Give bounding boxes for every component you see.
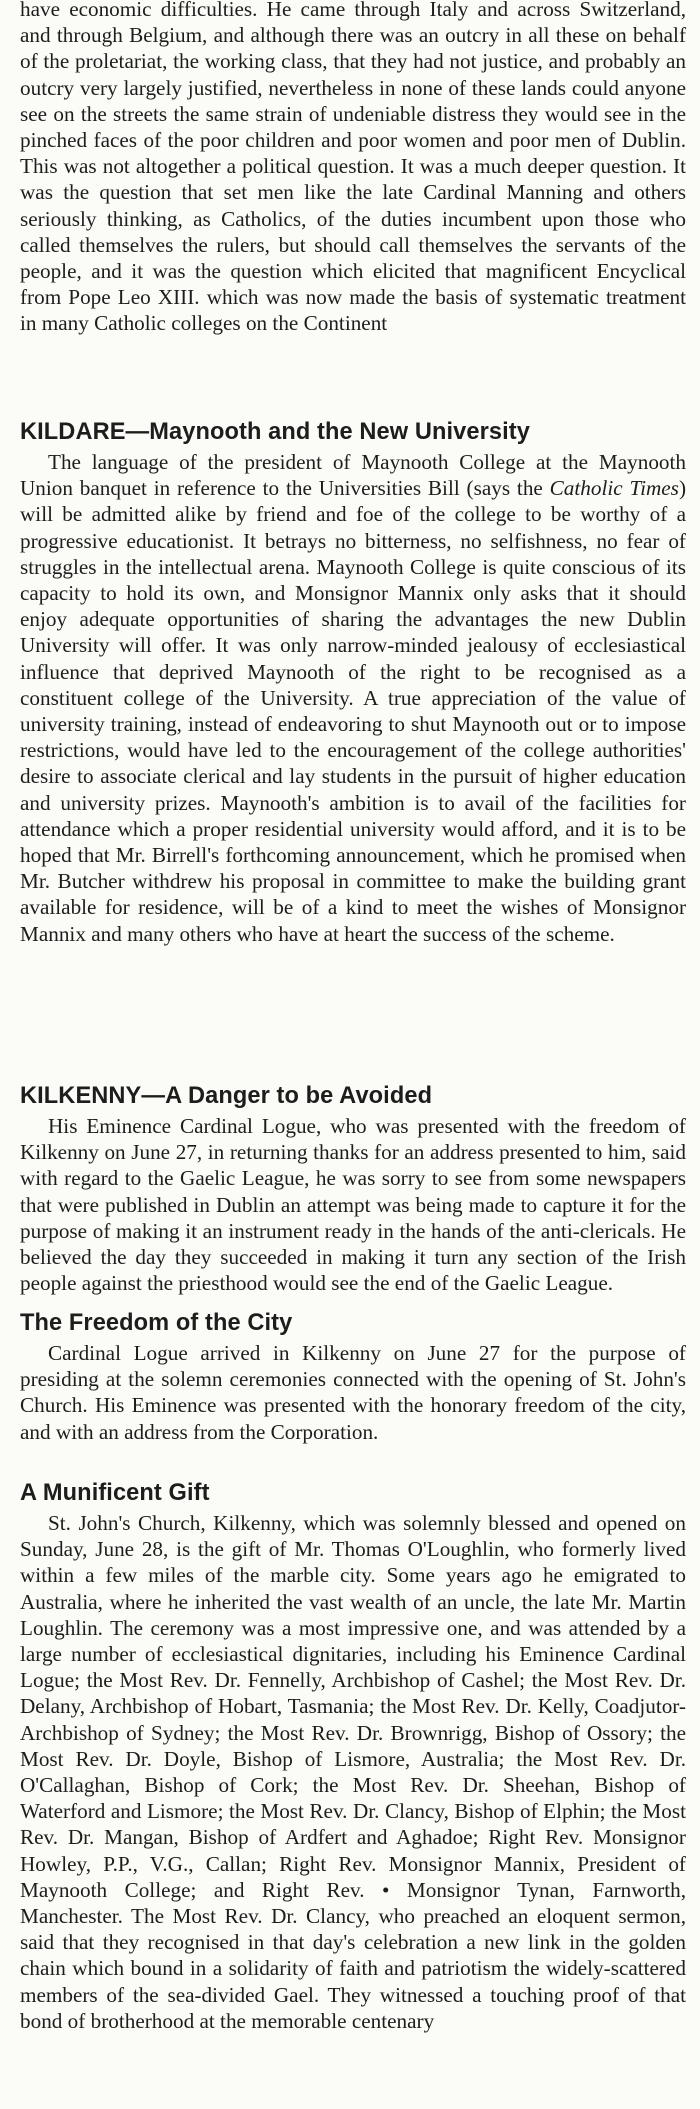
gift-heading: A Munificent Gift: [20, 1480, 210, 1506]
intro-section: [20, 0, 686, 337]
kildare-heading: KILDARE—Maynooth and the New University: [20, 419, 530, 445]
kilkenny-paragraph: His Eminence Cardinal Logue, who was presented with the freedom of Kilkenny on June 27, in returning thanks for an address presented to him, said with regard to the Gaelic League, he was sorry to see from some newspapers that were published in Dublin an attempt was being made to capture it for the purpose of making it an instrument ready in the hands of the anti-clericals. He believed the day they succeeded in making it turn any section of the Irish people against the priesthood would see the end of the Gaelic League.: [20, 1114, 686, 1296]
intro-paragraph: have economic difficulties. He came through Italy and across Switzerland, and through Belgium, and although there was an outcry in all these on behalf of the proletariat, the working class, that they had not justice, and probably an outcry very largely justified, nevertheless in none of these lands could anyone see on the streets the same strain of undeniable distress they would see in the pinched faces of the poor children and poor women and poor men of Dublin. This was not altogether a political question. It was a much deeper question. It was the question that set men like the late Cardinal Manning and others seriously thinking, as Catholics, of the duties incumbent upon those who called themselves the rulers, but should call themselves the servants of the people, and it was the question which elicited that magnificent Encyclical from Pope Leo XIII. which was now made the basis of systematic treatment in many Catholic colleges on the Continent: [20, 0, 686, 336]
freedom-heading: The Freedom of the City: [20, 1310, 293, 1336]
freedom-section: [20, 1305, 686, 1445]
gift-section: [20, 1475, 686, 2034]
freedom-paragraph: Cardinal Logue arrived in Kilkenny on June 27 for the purpose of presiding at the solemn ceremonies connected with the opening of St. John's Church. His Eminence was presented with the honorary freedom of the city, and with an address from the Corporation.: [20, 1341, 686, 1444]
kildare-text-end: ) will be admitted alike by friend and foe of the college to be worthy of a progressive educationist. It betrays no bitterness, no selfishness, no fear of struggles in the intellectual arena. Maynooth College is quite conscious of its capacity to hold its own, and Monsignor Mannix only asks that it should enjoy adequate opportunities of sharing the advantages the new Dublin University will offer. It was only narrow-minded jealousy of ecclesiastical influence that deprived Maynooth of the right to be recognised as a constituent college of the University. A true appreciation of the value of university training, instead of endeavoring to shut Maynooth out or to impose restrictions, would have led to the encouragement of the college authorities' desire to associate clerical and lay students in the pursuit of higher education and university prizes. Maynooth's ambition is to avail of the facilities for attendance which a proper residential university would afford, and it is to be hoped that Mr. Birrell's forthcoming announcement, which he promised when Mr. Butcher withdrew his proposal in committee to make the building grant available for residence, will be of a kind to meet the wishes of Monsignor Mannix and many others who have at heart the success of the scheme.: [20, 476, 686, 946]
kildare-section: [20, 414, 686, 947]
kilkenny-heading: KILKENNY—A Danger to be Avoided: [20, 1083, 433, 1109]
kildare-paragraph: [20, 449, 686, 947]
kildare-source-italic: Catholic Times: [549, 476, 679, 501]
kilkenny-section: [20, 1078, 686, 1296]
kildare-text-start: The language of the president of Maynooth College at the Maynooth Union banquet in reference to the Universities Bill (says the: [20, 450, 686, 501]
gift-paragraph: St. John's Church, Kilkenny, which was solemnly blessed and opened on Sunday, June 28, is the gift of Mr. Thomas O'Loughlin, who formerly lived within a few miles of the marble city. Some years ago he emigrated to Australia, where he inherited the vast wealth of an uncle, the late Mr. Martin Loughlin. The ceremony was a most impressive one, and was attended by a large number of ecclesiastical dignitaries, including his Eminence Cardinal Logue; the Most Rev. Dr. Fennelly, Archbishop of Cashel; the Most Rev. Dr. Delany, Archbishop of Hobart, Tasmania; the Most Rev. Dr. Kelly, Coadjutor-Archbishop of Sydney; the Most Rev. Dr. Brownrigg, Bishop of Ossory; the Most Rev. Dr. Doyle, Bishop of Lismore, Australia; the Most Rev. Dr. O'Callaghan, Bishop of Cork; the Most Rev. Dr. Sheehan, Bishop of Waterford and Lismore; the Most Rev. Dr. Clancy, Bishop of Elphin; the Most Rev. Dr. Mangan, Bishop of Ardfert and Aghadoe; Right Rev. Monsignor Howley, P.P., V.G., Callan; Right Rev. Monsignor Mannix, President of Maynooth College; and Right Rev. • Monsignor Tynan, Farnworth, Manchester. The Most Rev. Dr. Clancy, who preached an eloquent sermon, said that they recognised in that day's celebration a new link in the golden chain which bound in a solidarity of faith and patriotism the widely-scattered members of the sea-divided Gael. They witnessed a touching proof of that bond of brotherhood at the memorable centenary: [20, 1511, 686, 2033]
